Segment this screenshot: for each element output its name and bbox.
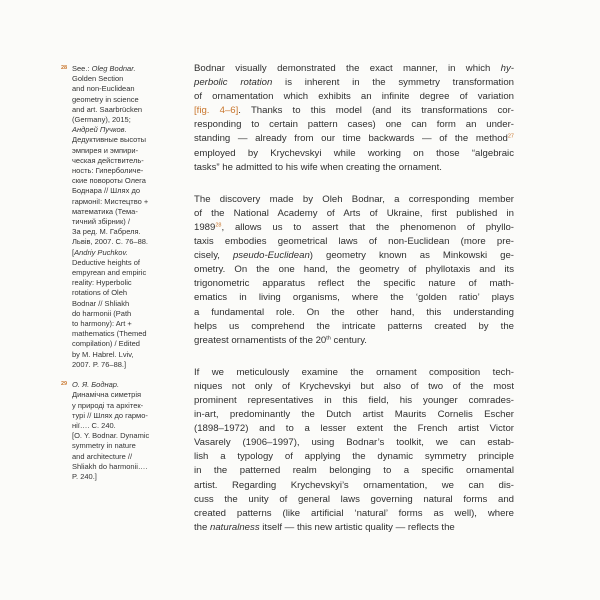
footnote-author: Oleg Bodnar. bbox=[91, 64, 136, 73]
text-run: the bbox=[194, 521, 211, 533]
paragraph-p2 bbox=[194, 193, 514, 348]
footnote-text: нії…. С. 240. bbox=[72, 420, 116, 430]
footnote-line bbox=[72, 258, 180, 268]
footnote-line bbox=[72, 360, 180, 370]
text-line bbox=[194, 147, 514, 161]
text-line bbox=[194, 207, 514, 221]
text-run: created patterns (like artificial ‘natural’ forms as well), where bbox=[194, 507, 514, 519]
text-run: artist. Regarding Krychevskyi’s ornamentation, we can dis- bbox=[194, 479, 514, 491]
footnote-line bbox=[72, 288, 180, 298]
footnote-text: See.: bbox=[72, 64, 92, 73]
paragraph-p3 bbox=[194, 366, 514, 535]
text-line bbox=[194, 221, 514, 235]
footnote-text: За ред. М. Габреля. bbox=[72, 227, 141, 237]
footnote-text: do harmonii (Path bbox=[72, 308, 132, 318]
footnote-line bbox=[72, 227, 180, 237]
text-run: . Thanks to this model (and its transformations cor- bbox=[238, 105, 514, 117]
footnote-text: эмпирея и эмпири- bbox=[72, 145, 139, 155]
footnote-line bbox=[72, 452, 180, 462]
footnote-text: geometry in science bbox=[72, 94, 139, 104]
footnote-line bbox=[72, 237, 180, 247]
text-run: niques not only of Krychevskyi but also of two of the most bbox=[194, 380, 514, 392]
text-run: is inherent in the symmetry transformation bbox=[272, 77, 514, 89]
footnote-text: Динамічна симетрія bbox=[72, 390, 142, 400]
italic-text: perbolic rotation bbox=[194, 77, 273, 89]
footnote-text: and architecture // bbox=[72, 451, 133, 461]
text-run: Bodnar visually demonstrated the exact manner, in which bbox=[194, 63, 501, 74]
footnote-text: ские повороты Олега bbox=[72, 176, 146, 186]
text-run: tasks” he admitted to his wife when creating the ornament. bbox=[194, 161, 442, 173]
footnote-line bbox=[72, 166, 180, 176]
text-run: in-art, predominantly the Dutch artist Maurits Cornelis Escher bbox=[194, 409, 514, 421]
sidenotes-column bbox=[61, 64, 180, 492]
footnote-line bbox=[72, 105, 180, 115]
footnote-line bbox=[72, 135, 180, 145]
text-line bbox=[194, 436, 514, 450]
text-line bbox=[194, 394, 514, 408]
text-run: century. bbox=[330, 334, 367, 346]
footnote-marker: 28 bbox=[215, 222, 222, 229]
figure-reference: [fig. 4–6] bbox=[194, 105, 239, 117]
footnote-text: rotations of Oleh bbox=[72, 288, 128, 298]
footnote-line bbox=[72, 74, 180, 84]
footnote-author: Андрей Пучков. bbox=[72, 125, 127, 135]
footnote-text: Дедуктивные высоты bbox=[72, 135, 147, 145]
footnote-text: and non-Euclidean bbox=[72, 84, 135, 94]
text-line bbox=[194, 380, 514, 394]
text-line bbox=[194, 277, 514, 291]
text-run: 1989 bbox=[194, 221, 216, 233]
footnote-line bbox=[72, 186, 180, 196]
paragraph-p1 bbox=[194, 62, 514, 175]
footnote-text: гармонії: Мистецтво + bbox=[72, 196, 149, 206]
text-line bbox=[194, 493, 514, 507]
footnote-text: to harmony): Art + bbox=[72, 319, 132, 329]
text-run: ) geometry known as Minkowski ge- bbox=[309, 250, 515, 262]
footnote-line bbox=[72, 441, 180, 451]
footnote-text: Боднара // Шлях до bbox=[72, 186, 140, 196]
footnote-text: [ bbox=[72, 247, 75, 257]
footnote-text: symmetry in nature bbox=[72, 441, 136, 451]
text-line bbox=[194, 249, 514, 263]
footnote-line bbox=[72, 197, 180, 207]
text-line bbox=[194, 193, 514, 207]
main-text-column bbox=[194, 62, 514, 553]
text-run: The discovery made by Oleh Bodnar, a corresponding member bbox=[194, 193, 514, 205]
footnote-line bbox=[72, 207, 180, 217]
footnote-author: Andriy Puchkov. bbox=[74, 247, 128, 257]
text-line bbox=[194, 422, 514, 436]
footnote-text: [O. Y. Bodnar. Dynamic bbox=[72, 431, 150, 441]
footnote-line bbox=[72, 146, 180, 156]
text-run: of the National Academy of Arts of Ukraine, first published in bbox=[194, 207, 514, 219]
text-run: ematics in living organisms, where the ‘golden ratio’ plays bbox=[194, 292, 514, 304]
footnote-line bbox=[72, 401, 180, 411]
footnote-author: О. Я. Боднар. bbox=[72, 380, 120, 390]
text-line bbox=[194, 408, 514, 422]
footnote-number: 29 bbox=[61, 381, 68, 388]
footnote-text: compilation) / Edited bbox=[72, 339, 140, 349]
footnote-line bbox=[72, 319, 180, 329]
footnote-text: у природі та архітек- bbox=[72, 400, 144, 410]
footnote-line bbox=[72, 411, 180, 421]
footnote-line bbox=[72, 329, 180, 339]
italic-text: hy- bbox=[500, 63, 514, 74]
footnote-text: Golden Section bbox=[72, 74, 124, 84]
text-run: responding to certain pattern cases) one can form an under- bbox=[194, 119, 514, 131]
text-run: employed by Krychevskyi while working on those “algebraic bbox=[194, 147, 514, 159]
footnote-line bbox=[72, 380, 180, 390]
text-line bbox=[194, 76, 514, 90]
ordinal-suffix: th bbox=[326, 335, 331, 342]
text-line bbox=[194, 479, 514, 493]
footnote-text: 2007. P. 76–88.] bbox=[72, 359, 127, 369]
text-line bbox=[194, 104, 514, 118]
text-run: lish a typology of applying the dynamic symmetry principle bbox=[194, 451, 514, 463]
footnote-line bbox=[72, 217, 180, 227]
footnote-line bbox=[72, 350, 180, 360]
text-line bbox=[194, 450, 514, 464]
text-run: ometry. On the one hand, the geometry of phyllotaxis and its bbox=[194, 264, 514, 276]
text-line bbox=[194, 161, 514, 175]
text-run: (1898–1972) and to a lesser extent the French artist Victor bbox=[194, 423, 514, 435]
text-line bbox=[194, 334, 514, 348]
text-run: standing — already from our time backwards — of the method bbox=[194, 133, 508, 145]
footnote-line bbox=[72, 278, 180, 288]
footnote-text: by M. Habrel. Lviv, bbox=[72, 349, 134, 359]
footnote-line bbox=[72, 390, 180, 400]
text-run: greatest ornamentists of the 20 bbox=[194, 334, 327, 346]
text-run: , allows us to assert that the phenomenon of phyllo- bbox=[221, 221, 514, 233]
text-line bbox=[194, 132, 514, 146]
footnote-text: P. 240.] bbox=[72, 471, 97, 481]
footnote-line bbox=[72, 309, 180, 319]
text-run: If we meticulously examine the ornament composition tech- bbox=[194, 366, 514, 378]
footnote-text: математика (Тема- bbox=[72, 206, 138, 216]
text-run: taxis embodies geometrical laws of non-Euclidean (more pre- bbox=[194, 236, 514, 248]
text-line bbox=[194, 320, 514, 334]
footnote-line bbox=[72, 64, 180, 74]
footnote-text: Bodnar // Shliakh bbox=[72, 298, 130, 308]
text-run: in the patterned realm belonging to a specific ornamental bbox=[194, 465, 514, 477]
footnote-line bbox=[72, 156, 180, 166]
footnote-text: (Germany), 2015; bbox=[72, 115, 131, 125]
footnote-text: ность: Гиперболиче- bbox=[72, 166, 144, 176]
text-line bbox=[194, 521, 514, 535]
text-line bbox=[194, 464, 514, 478]
footnote-line bbox=[72, 125, 180, 135]
footnote-line bbox=[72, 299, 180, 309]
text-run: helps us comprehend the intricate patterns created by the bbox=[194, 320, 514, 332]
footnote-text: Deductive heights of bbox=[72, 257, 140, 267]
footnote-28 bbox=[61, 64, 180, 370]
footnote-text: тичний збірник) / bbox=[72, 217, 130, 227]
footnote-text: ческая действитель- bbox=[72, 155, 144, 165]
text-line bbox=[194, 366, 514, 380]
italic-text: pseudo-Euclidean bbox=[232, 250, 310, 262]
footnote-29 bbox=[61, 380, 180, 482]
text-run: Vasarely (1906–1997), using Bodnar’s toolkit, we can estab- bbox=[194, 437, 514, 449]
footnote-text: турі // Шлях до гармо- bbox=[72, 410, 148, 420]
text-line bbox=[194, 263, 514, 277]
footnote-marker: 27 bbox=[507, 133, 514, 140]
text-run: trigonometric apparatus reflect the specific nature of math- bbox=[194, 278, 514, 290]
text-line bbox=[194, 291, 514, 305]
text-line bbox=[194, 507, 514, 521]
footnote-text: Львів, 2007. С. 76–88. bbox=[72, 237, 149, 247]
footnote-number: 28 bbox=[61, 65, 68, 71]
text-line bbox=[194, 235, 514, 249]
text-run: cuss the unity of general laws governing natural forms and bbox=[194, 493, 514, 505]
footnote-line bbox=[72, 176, 180, 186]
italic-text: naturalness bbox=[210, 521, 260, 533]
text-run: cisely, bbox=[194, 250, 233, 262]
footnote-line bbox=[72, 84, 180, 94]
text-line bbox=[194, 118, 514, 132]
footnote-text: mathematics (Themed bbox=[72, 329, 147, 339]
footnote-line bbox=[72, 421, 180, 431]
footnote-line bbox=[72, 95, 180, 105]
footnote-line bbox=[72, 115, 180, 125]
footnote-line bbox=[72, 248, 180, 258]
text-line bbox=[194, 62, 514, 76]
text-run: a fundamental role. On the other hand, this understanding bbox=[194, 306, 514, 318]
footnote-text: and art. Saarbrücken bbox=[72, 104, 143, 114]
footnote-text: empyrean and empiric bbox=[72, 268, 147, 278]
footnote-line bbox=[72, 462, 180, 472]
footnote-text: reality: Hyperbolic bbox=[72, 278, 132, 288]
text-run: of ornamentation which exhibits an infinite degree of variation bbox=[194, 91, 514, 103]
footnote-line bbox=[72, 339, 180, 349]
footnote-line bbox=[72, 472, 180, 482]
text-run: prominent representatives in this field, his younger comrades- bbox=[194, 394, 514, 406]
footnote-text: Shliakh do harmonii…. bbox=[72, 461, 148, 471]
text-line bbox=[194, 306, 514, 320]
footnote-line bbox=[72, 431, 180, 441]
text-run: itself — this new artistic quality — reflects the bbox=[259, 521, 455, 533]
footnote-line bbox=[72, 268, 180, 278]
text-line bbox=[194, 90, 514, 104]
